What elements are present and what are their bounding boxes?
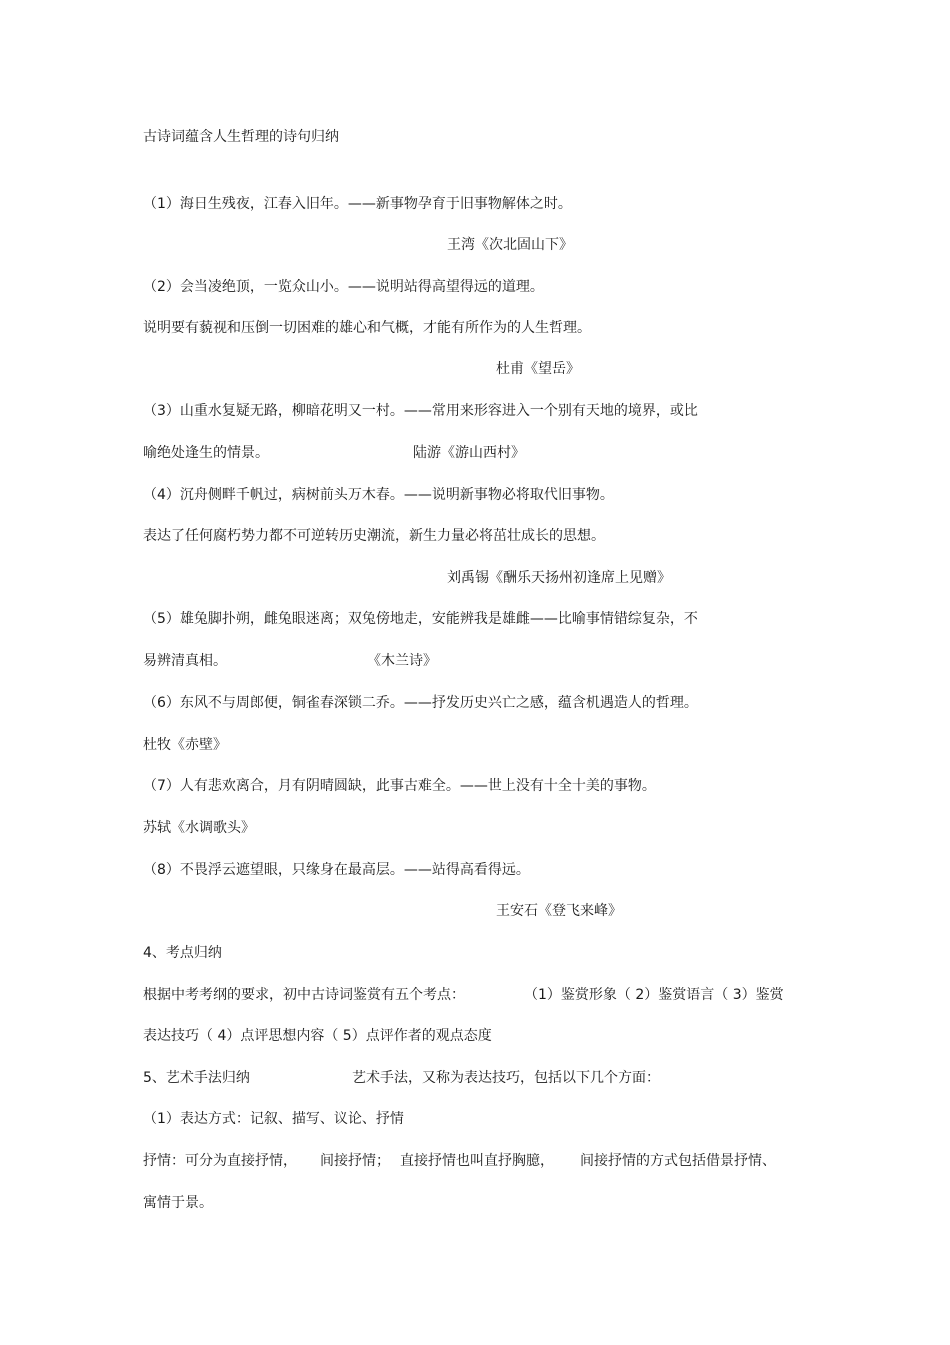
section-4-text: 根据中考考纲的要求，初中古诗词鉴赏有五个考点： (143, 987, 465, 1003)
page-title: 古诗词蕴含人生哲理的诗句归纳 (143, 129, 339, 145)
poem-line-6: （6）东风不与周郎便，铜雀春深锁二乔。——抒发历史兴亡之感，蕴含机遇造人的哲理。 (143, 695, 698, 711)
section-5-text-c: 直接抒情也叫直抒胸臆， (400, 1153, 554, 1169)
poem-explanation-3: 喻绝处逢生的情景。 (143, 445, 269, 461)
poem-attribution-6: 杜牧《赤壁》 (143, 737, 227, 753)
section-5-text-d: 间接抒情的方式包括借景抒情、 (580, 1153, 776, 1169)
section-5-intro: 艺术手法，又称为表达技巧，包括以下几个方面： (352, 1070, 660, 1086)
poem-explanation-2: 说明要有藐视和压倒一切困难的雄心和气概，才能有所作为的人生哲理。 (143, 320, 591, 336)
poem-attribution-8: 王安石《登飞来峰》 (496, 903, 622, 919)
poem-attribution-3: 陆游《游山西村》 (413, 445, 525, 461)
section-5-heading: 5、艺术手法归纳 (143, 1070, 250, 1086)
poem-explanation-5: 易辨清真相。 (143, 653, 227, 669)
poem-explanation-4: 表达了任何腐朽势力都不可逆转历史潮流，新生力量必将茁壮成长的思想。 (143, 528, 605, 544)
section-5-text-b: 间接抒情； (320, 1153, 390, 1169)
section-4-heading: 4、考点归纳 (143, 945, 222, 961)
poem-line-1: （1）海日生残夜，江春入旧年。——新事物孕育于旧事物解体之时。 (143, 196, 572, 212)
poem-line-3: （3）山重水复疑无路，柳暗花明又一村。——常用来形容进入一个别有天地的境界，或比 (143, 403, 698, 419)
poem-attribution-4: 刘禹锡《酬乐天扬州初逢席上见赠》 (447, 570, 671, 586)
section-4-text-points: （1）鉴赏形象（ 2）鉴赏语言（ 3）鉴赏 (524, 987, 784, 1003)
section-4-text-cont: 表达技巧（ 4）点评思想内容（ 5）点评作者的观点态度 (143, 1028, 492, 1044)
poem-line-2: （2）会当凌绝顶，一览众山小。——说明站得高望得远的道理。 (143, 279, 544, 295)
poem-line-5: （5）雄兔脚扑朔，雌兔眼迷离；双兔傍地走，安能辨我是雄雌——比喻事情错综复杂，不 (143, 611, 698, 627)
poem-line-7: （7）人有悲欢离合，月有阴晴圆缺，此事古难全。——世上没有十全十美的事物。 (143, 778, 656, 794)
section-5-text-cont: 寓情于景。 (143, 1195, 213, 1211)
section-5-subheading: （1）表达方式：记叙、描写、议论、抒情 (143, 1111, 404, 1127)
poem-attribution-7: 苏轼《水调歌头》 (143, 820, 255, 836)
poem-attribution-2: 杜甫《望岳》 (496, 361, 580, 377)
poem-line-4: （4）沉舟侧畔千帆过，病树前头万木春。——说明新事物必将取代旧事物。 (143, 487, 614, 503)
poem-attribution-5: 《木兰诗》 (367, 653, 437, 669)
section-5-text-a: 抒情：可分为直接抒情， (143, 1153, 297, 1169)
poem-line-8: （8）不畏浮云遮望眼，只缘身在最高层。——站得高看得远。 (143, 862, 530, 878)
poem-attribution-1: 王湾《次北固山下》 (447, 237, 573, 253)
